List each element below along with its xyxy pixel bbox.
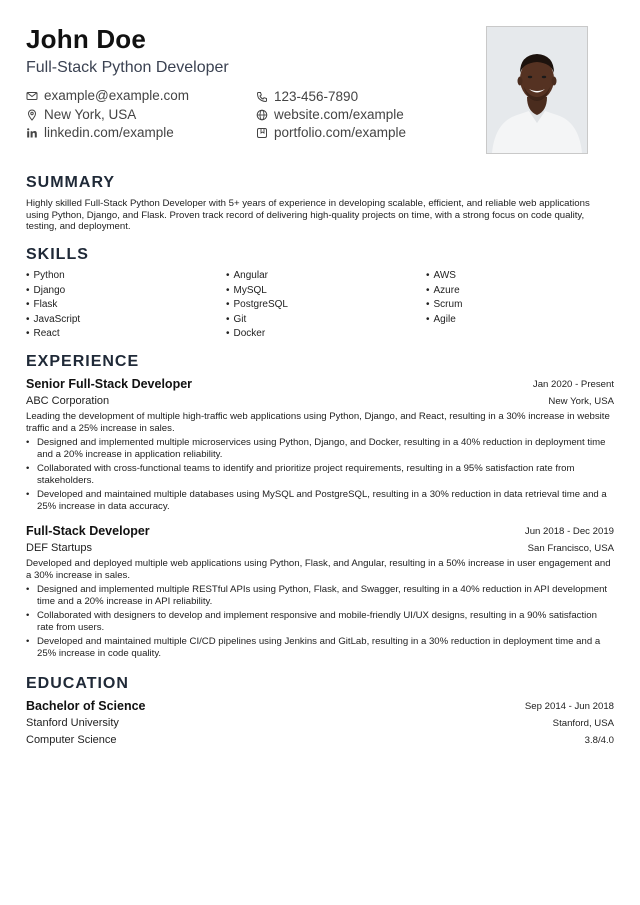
linkedin-icon (26, 127, 38, 139)
job-dates: Jan 2020 - Present (532, 379, 614, 390)
school-name: Stanford University (26, 717, 119, 729)
skill-item: • Docker (226, 328, 265, 339)
job-location: San Francisco, USA (527, 543, 614, 554)
location-text: New York, USA (44, 107, 137, 122)
contact-email[interactable] (26, 88, 189, 103)
job-bullet: • Designed and implemented multiple RESTful APIs using Python, Flask, and Swagger, resulting in a 40% reduction in API development time and a 20% increase in API reliability. (26, 584, 608, 607)
email-text: example@example.com (44, 88, 190, 103)
field-of-study: Computer Science (26, 734, 117, 746)
skill-item: • JavaScript (26, 314, 80, 325)
job-dates: Jun 2018 - Dec 2019 (524, 526, 614, 537)
phone-icon (256, 91, 268, 103)
candidate-title: Full-Stack Python Developer (26, 59, 229, 76)
portfolio-text: portfolio.com/example (274, 125, 407, 140)
education-dates: Sep 2014 - Jun 2018 (524, 701, 614, 712)
skill-item: • AWS (426, 270, 456, 281)
skill-item: • Scrum (426, 299, 462, 310)
email-icon (26, 90, 38, 102)
contact-phone[interactable] (256, 89, 358, 104)
skill-item: • Flask (26, 299, 57, 310)
job-title: Senior Full-Stack Developer (26, 377, 193, 391)
job-title: Full-Stack Developer (26, 524, 150, 538)
profile-photo (486, 26, 588, 154)
job-bullet: • Collaborated with cross-functional teams to identify and prioritize project requirements, resulting in a 95% satisfaction rate from stakeholders. (26, 463, 575, 486)
job-bullet: • Developed and maintained multiple CI/CD pipelines using Jenkins and GitLab, resulting in a 30% reduction in deployment time and a 25% increase in code quality. (26, 636, 601, 659)
gpa: 3.8/4.0 (584, 735, 614, 746)
website-text: website.com/example (274, 107, 404, 122)
job-description: Leading the development of multiple high-traffic web applications using Python, Django, and React, resulting in a 30% increase in website traffic and a 25% increase in sales. (26, 411, 610, 434)
job-bullet: • Collaborated with designers to develop and implement responsive and mobile-friendly UI/UX designs, resulting in a 90% satisfaction rate from users. (26, 610, 597, 633)
phone-text: 123-456-7890 (274, 89, 359, 104)
globe-icon (256, 109, 268, 121)
summary-heading: SUMMARY (26, 174, 116, 191)
job-bullet: • Designed and implemented multiple microservices using Python, Django, and Docker, resulting in a 40% reduction in deployment time and a 20% increase in application reliability. (26, 437, 606, 460)
summary-text: Highly skilled Full-Stack Python Developer with 5+ years of experience in developing scalable, efficient, and reliable web applications using Python, Django, and Flask. Proven track record of delivering high-quality projects on time, with a strong focus on code quality, testing, and deployment. (26, 198, 590, 233)
job-description: Developed and deployed multiple web applications using Python, Flask, and Angular, resulting in a 50% increase in user engagement and a 30% increase in sales. (26, 558, 611, 581)
job-bullet: • Developed and maintained multiple databases using MySQL and PostgreSQL, resulting in a 30% reduction in data retrieval time and a 25% increase in data accuracy. (26, 489, 607, 512)
candidate-name: John Doe (26, 24, 147, 54)
contact-portfolio[interactable] (256, 125, 406, 140)
job-location: New York, USA (548, 396, 614, 407)
skill-item: • PostgreSQL (226, 299, 288, 310)
skill-item: • Agile (426, 314, 456, 325)
contact-linkedin[interactable] (26, 125, 174, 140)
location-icon (26, 109, 38, 121)
education-heading: EDUCATION (26, 675, 129, 692)
skill-item: • MySQL (226, 285, 267, 296)
contact-website[interactable] (256, 107, 404, 122)
contact-location (26, 107, 136, 122)
skill-item: • Django (26, 285, 65, 296)
school-location: Stanford, USA (552, 718, 614, 729)
job-company: ABC Corporation (26, 395, 110, 407)
skill-item: • Azure (426, 285, 460, 296)
skill-item: • React (26, 328, 60, 339)
experience-heading: EXPERIENCE (26, 353, 140, 370)
linkedin-text: linkedin.com/example (44, 125, 174, 140)
skill-item: • Python (26, 270, 65, 281)
skill-item: • Git (226, 314, 246, 325)
skills-heading: SKILLS (26, 246, 89, 263)
degree-title: Bachelor of Science (26, 699, 146, 713)
portfolio-icon (256, 127, 268, 139)
skill-item: • Angular (226, 270, 268, 281)
job-company: DEF Startups (26, 542, 93, 554)
